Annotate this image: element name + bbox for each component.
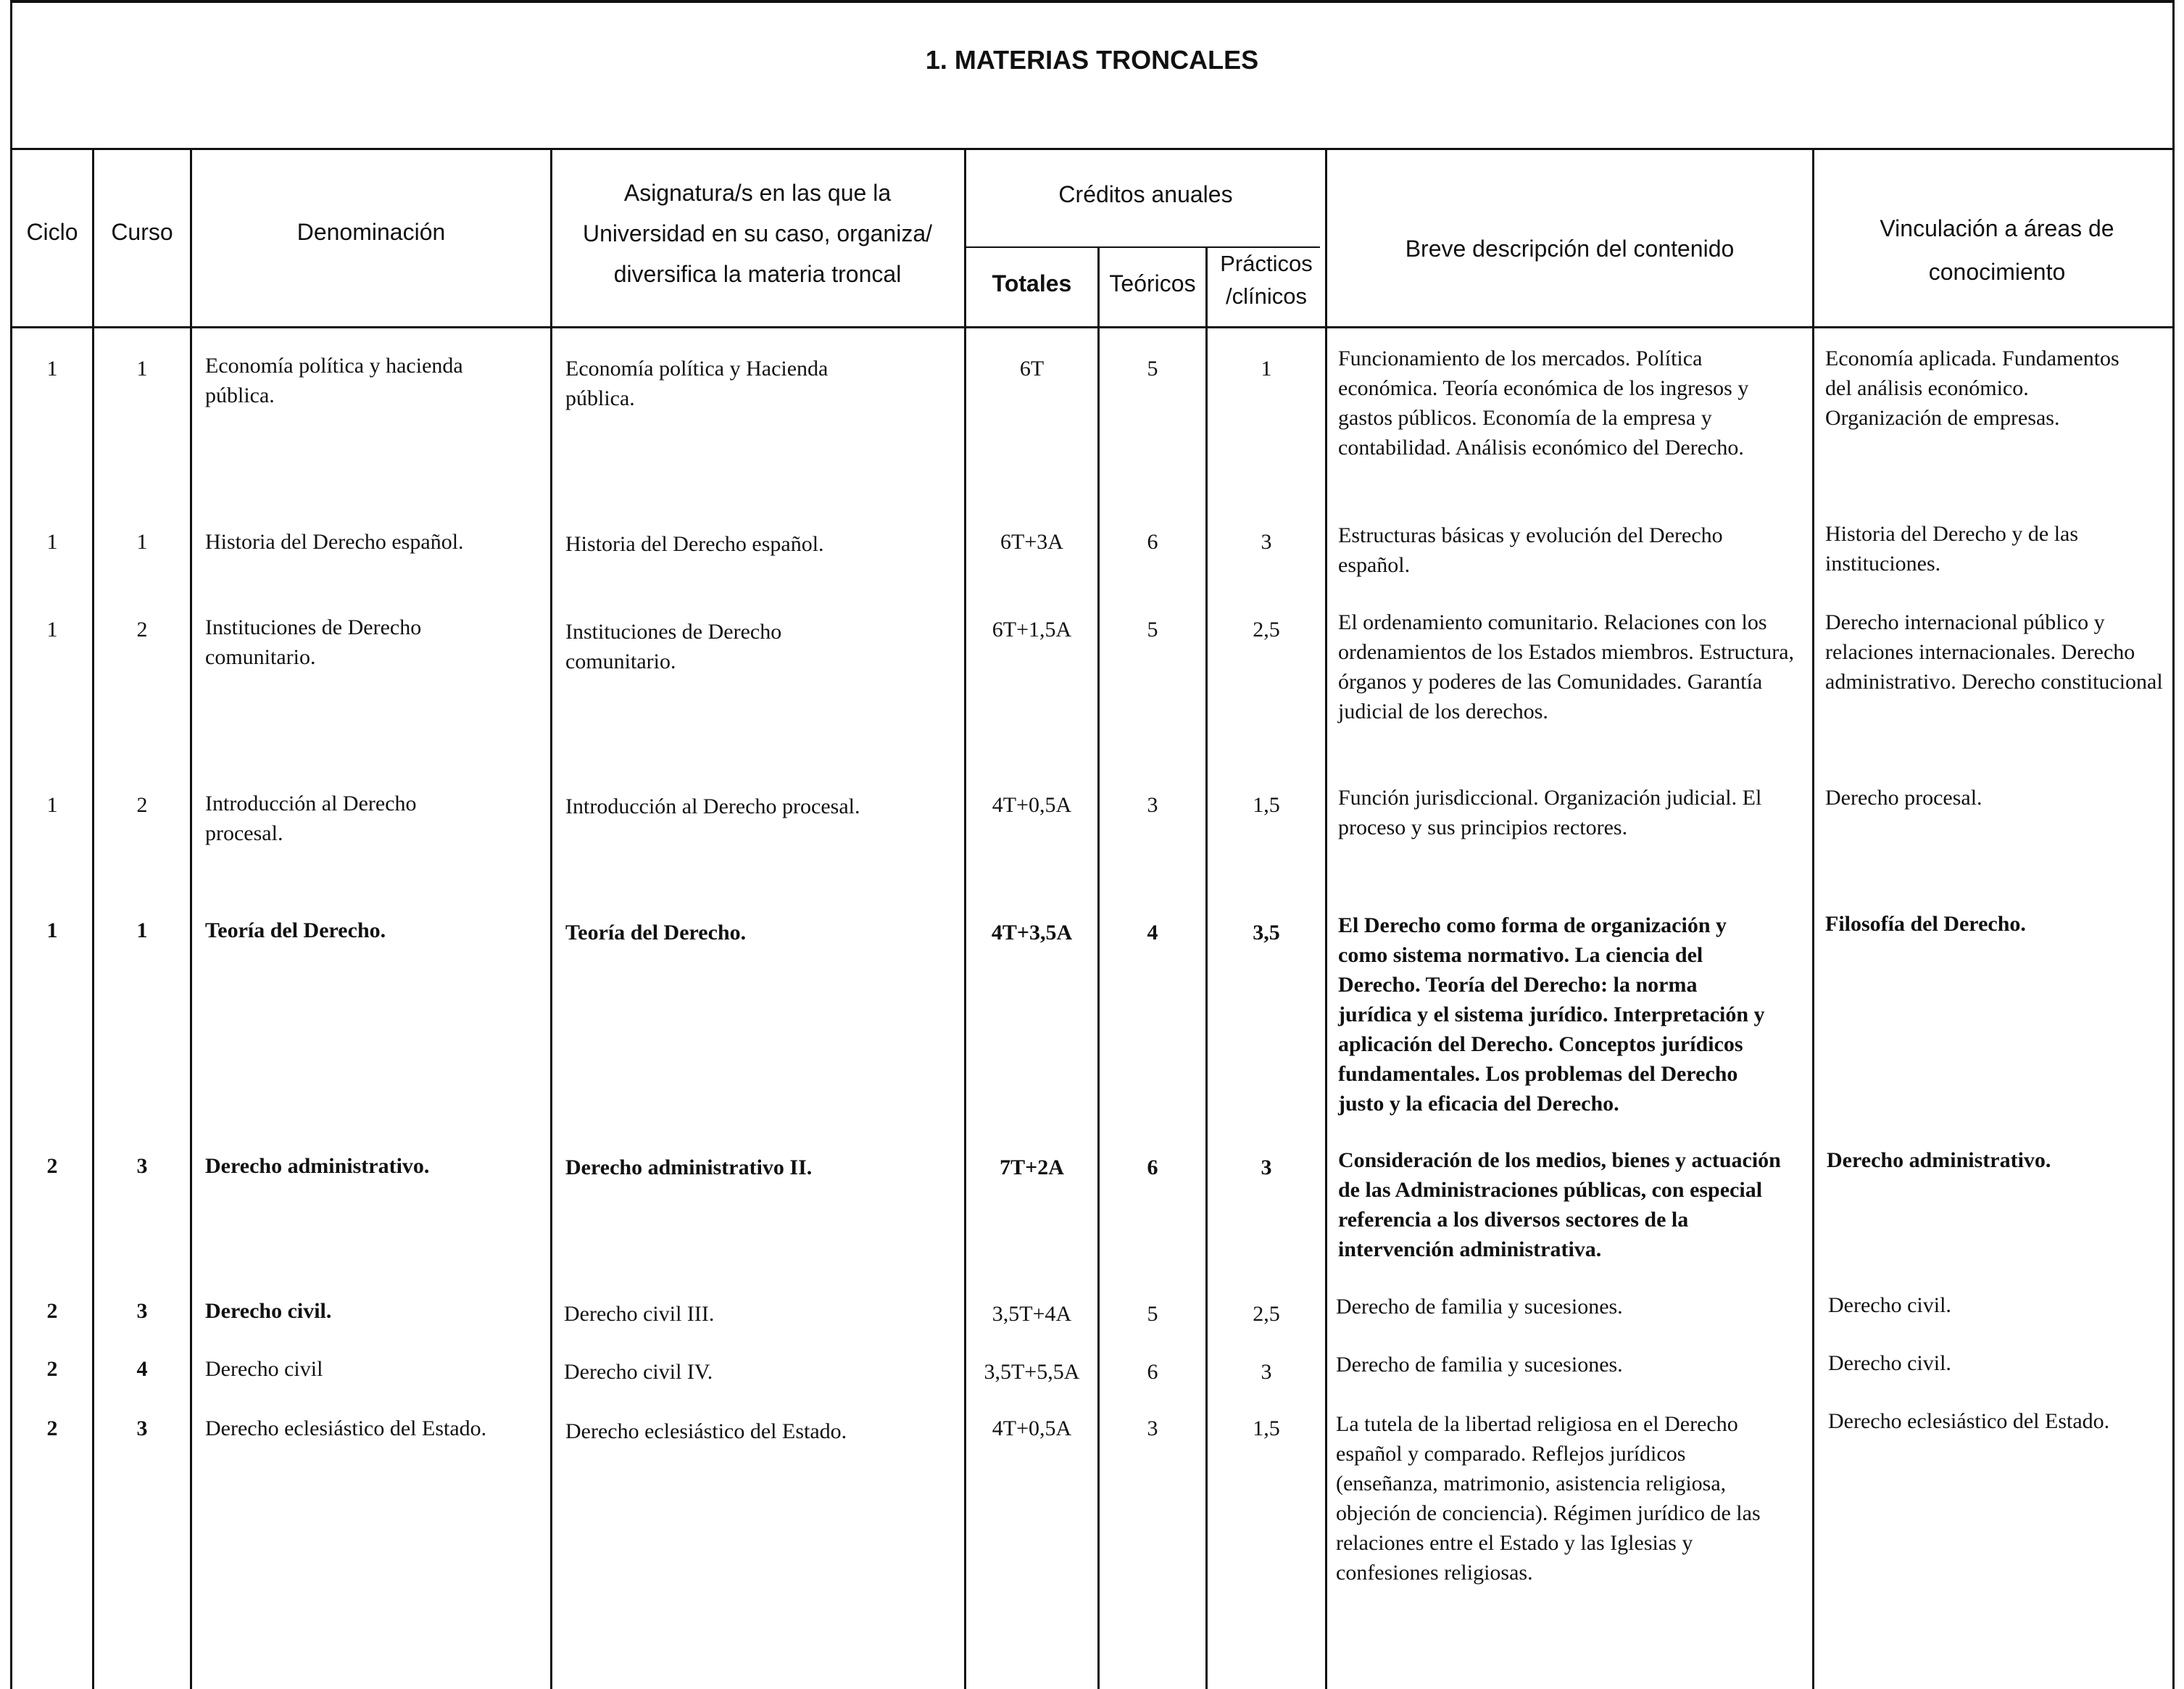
cell-ciclo: 1: [46, 618, 58, 642]
col-line-6: [1205, 248, 1208, 1689]
cell-ciclo: 2: [46, 1299, 58, 1323]
cell-practicos: 2,5: [1253, 1302, 1280, 1326]
cell-curso: 1: [136, 357, 148, 381]
cell-totales: 6T: [1019, 357, 1045, 381]
cell-totales: 4T+0,5A: [992, 793, 1072, 817]
cell-denominacion: Derecho eclesiástico del Estado.: [205, 1416, 487, 1440]
cell-asignatura: Instituciones de Derecho comunitario.: [565, 620, 782, 673]
cell-totales: 4T+3,5A: [991, 921, 1073, 945]
cell-ciclo: 2: [46, 1357, 58, 1381]
header-ciclo: Ciclo: [26, 219, 78, 245]
cell-asignatura: Derecho administrativo II.: [565, 1155, 813, 1179]
col-line-2: [190, 148, 192, 1689]
cell-teoricos: 5: [1147, 1302, 1158, 1326]
cell-vinculacion: Derecho eclesiástico del Estado.: [1828, 1409, 2110, 1433]
header-teoricos: Teóricos: [1109, 270, 1196, 296]
cell-totales: 3,5T+4A: [992, 1302, 1072, 1326]
cell-curso: 3: [136, 1416, 148, 1440]
cell-curso: 3: [136, 1154, 148, 1178]
cell-asignatura: Derecho eclesiástico del Estado.: [565, 1419, 847, 1443]
cell-teoricos: 5: [1147, 618, 1158, 642]
header-totales: Totales: [992, 270, 1072, 296]
cell-curso: 2: [136, 793, 148, 817]
cell-descripcion: Consideración de los medios, bienes y actuación de las Administraciones públicas, con especial referencia a los diversos sectores de la intervención administrativa.: [1338, 1148, 1781, 1261]
cell-totales: 6T+3A: [1000, 530, 1063, 554]
cell-totales: 6T+1,5A: [992, 618, 1072, 642]
cell-totales: 7T+2A: [1000, 1155, 1064, 1179]
cell-ciclo: 1: [46, 793, 58, 817]
cell-practicos: 3: [1261, 1155, 1272, 1179]
cell-practicos: 1: [1261, 357, 1272, 381]
cell-ciclo: 1: [46, 357, 58, 381]
cell-teoricos: 6: [1147, 1155, 1158, 1179]
header-denominacion: Denominación: [296, 219, 446, 245]
cell-asignatura: Teoría del Derecho.: [565, 921, 747, 945]
cell-asignatura: Introducción al Derecho procesal.: [565, 794, 860, 818]
cell-descripcion: Función jurisdiccional. Organización judicial. El proceso y sus principios rectores.: [1338, 786, 1762, 839]
cell-teoricos: 6: [1147, 1360, 1158, 1384]
cell-ciclo: 2: [46, 1416, 58, 1440]
page-title: 1. MATERIAS TRONCALES: [925, 45, 1259, 75]
header-separator: [10, 326, 2175, 328]
border-top: [10, 0, 2175, 3]
header-curso: Curso: [111, 219, 173, 245]
cell-descripcion: Derecho de familia y sucesiones.: [1336, 1295, 1623, 1319]
cell-denominacion: Derecho administrativo.: [205, 1154, 430, 1178]
cell-totales: 3,5T+5,5A: [984, 1360, 1080, 1384]
cell-practicos: 1,5: [1253, 1416, 1280, 1440]
cell-practicos: 1,5: [1253, 793, 1280, 817]
cell-denominacion: Derecho civil: [205, 1357, 323, 1381]
cell-ciclo: 1: [46, 918, 58, 942]
cell-ciclo: 2: [46, 1154, 58, 1178]
cell-curso: 1: [136, 918, 148, 942]
cell-vinculacion: Derecho civil.: [1828, 1351, 1951, 1375]
cell-descripcion: Derecho de familia y sucesiones.: [1336, 1353, 1623, 1377]
cell-denominacion: Instituciones de Derecho comunitario.: [205, 615, 422, 669]
cell-ciclo: 1: [46, 530, 58, 554]
cell-totales: 4T+0,5A: [992, 1416, 1072, 1440]
cell-denominacion: Teoría del Derecho.: [205, 918, 386, 942]
cell-teoricos: 3: [1147, 793, 1158, 817]
cell-vinculacion: Filosofía del Derecho.: [1825, 912, 2026, 936]
col-line-7: [1325, 148, 1327, 1689]
header-asignatura: Asignatura/s en las que la Universidad en su caso, organiza/ diversifica la materia troncal: [582, 180, 933, 287]
header-descripcion: Breve descripción del contenido: [1405, 236, 1735, 262]
cell-vinculacion: Derecho internacional público y relaciones internacionales. Derecho administrativo. Derecho constitucional: [1825, 610, 2163, 694]
cell-curso: 1: [136, 530, 148, 554]
title-separator: [10, 148, 2175, 150]
col-line-3: [550, 148, 552, 1689]
cell-descripcion: La tutela de la libertad religiosa en el Derecho español y comparado. Reflejos jurídicos (enseñanza, matrimonio, asistencia religiosa, objeción de conciencia). Régimen jurídico de las relaciones entre el Estado y las Iglesias y confesiones religiosas.: [1336, 1412, 1761, 1585]
cell-denominacion: Historia del Derecho español.: [205, 530, 464, 554]
cell-teoricos: 4: [1147, 921, 1158, 945]
cell-vinculacion: Derecho procesal.: [1825, 786, 1982, 810]
cell-vinculacion: Economía aplicada. Fundamentos del análisis económico. Organización de empresas.: [1825, 346, 2119, 430]
cell-curso: 3: [136, 1299, 148, 1323]
cell-descripcion: El ordenamiento comunitario. Relaciones con los ordenamientos de los Estados miembros. Estructura, órganos y poderes de las Comunidades. Garantía judicial de los derechos.: [1338, 610, 1795, 723]
col-line-5: [1097, 248, 1100, 1689]
col-line-8: [1812, 148, 1814, 1689]
cell-curso: 2: [136, 618, 148, 642]
cell-teoricos: 6: [1147, 530, 1158, 554]
cell-asignatura: Derecho civil III.: [564, 1302, 715, 1326]
cell-curso: 4: [136, 1357, 148, 1381]
cell-teoricos: 3: [1147, 1416, 1158, 1440]
cell-practicos: 2,5: [1253, 618, 1280, 642]
cell-descripcion: Funcionamiento de los mercados. Política económica. Teoría económica de los ingresos y gastos públicos. Economía de la empresa y contabilidad. Análisis económico del Derecho.: [1338, 346, 1749, 460]
cell-asignatura: Economía política y Hacienda pública.: [565, 357, 829, 410]
cell-denominacion: Introducción al Derecho procesal.: [205, 792, 417, 845]
cell-vinculacion: Derecho civil.: [1828, 1293, 1951, 1317]
cell-teoricos: 5: [1147, 357, 1158, 381]
cell-asignatura: Historia del Derecho español.: [565, 532, 824, 556]
border-right: [2172, 0, 2175, 1689]
cell-descripcion: Estructuras básicas y evolución del Derecho español.: [1338, 523, 1723, 577]
cell-practicos: 3: [1261, 530, 1272, 554]
cell-denominacion: Economía política y hacienda pública.: [205, 354, 463, 407]
header-creditos: Créditos anuales: [1058, 181, 1233, 207]
cell-practicos: 3: [1261, 1360, 1272, 1384]
cell-practicos: 3,5: [1253, 921, 1280, 945]
cell-descripcion: El Derecho como forma de organización y como sistema normativo. La ciencia del Derecho. Teoría del Derecho: la norma jurídica y el sistema jurídico. Interpretación y aplicación del Derecho. Conceptos jurídicos fundamentales. Los problemas del Derecho justo y la eficacia del Derecho.: [1338, 913, 1765, 1116]
cell-vinculacion: Historia del Derecho y de las instituciones.: [1825, 522, 2079, 576]
cell-asignatura: Derecho civil IV.: [564, 1360, 713, 1384]
header-practicos: Prácticos /clínicos: [1220, 251, 1313, 309]
cell-vinculacion: Derecho administrativo.: [1827, 1148, 2051, 1172]
cell-denominacion: Derecho civil.: [205, 1299, 332, 1323]
header-vinculacion: Vinculación a áreas de conocimiento: [1880, 215, 2114, 285]
